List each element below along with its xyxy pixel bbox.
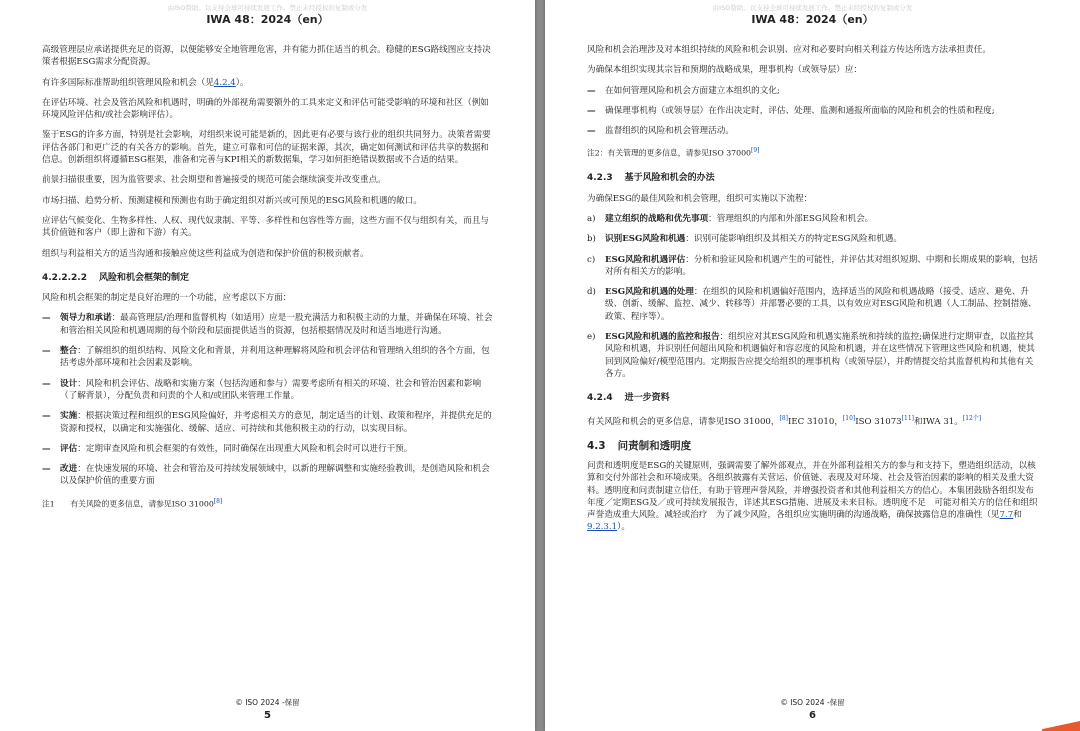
list-item: b) 识别ESG风险和机遇：识别可能影响组织及其相关方的特定ESG风险和机遇。 xyxy=(587,234,902,245)
list-item: — 确保理事机构（或领导层）在作出决定时，评估、处理、监测和通报所面临的风险和机会的性质和程度; xyxy=(587,105,995,116)
list-item: — 监督组织的风险和机会管理活动。 xyxy=(587,126,734,137)
watermark: 由ISO赞助。以支持全球可持续发展工作。禁止未经授权的复制或分发 xyxy=(712,4,913,12)
list-item: c) ESG风险和机遇评估：分析和验证风险和机遇产生的可能性，并评估其对组织短期、中期和长期成果的影响，包括对所有相关方的影响。 xyxy=(587,254,1038,277)
reference-link[interactable]: [10] xyxy=(842,414,856,422)
cross-reference-link[interactable]: 7.7 xyxy=(999,510,1014,521)
paragraph: 有许多国际标准帮助组织管理风险和机会（见4.2.4）。 xyxy=(42,77,249,88)
list-item: d) ESG风险和机遇的处理：在组织的风险和机遇偏好范围内，选择适当的风险和机遇战略（接受、适应、避免、升级、创新、缓解、监控、减少、转移等）并部署必要的工具，以有效应对ESG风险和机遇（人工制品、控制措施、政策、程序等）。 xyxy=(587,287,1037,322)
document-page-5 xyxy=(0,0,535,731)
paragraph: 为确保ESG的最佳风险和机会管理，组织可实施以下流程： xyxy=(587,193,813,204)
paragraph: 有关风险和机会的更多信息，请参见ISO 31000，[8]IEC 31010，[10]ISO 31073[11]和IWA 31。[12个] xyxy=(587,414,982,427)
page-header: IWA 48：2024（en） xyxy=(206,13,329,26)
page-body xyxy=(587,44,1040,542)
page-body xyxy=(42,44,495,519)
section-heading: 4.3 问责制和透明度 xyxy=(587,439,692,452)
document-page-6 xyxy=(545,0,1080,731)
paragraph: 问责和透明度是ESG的关键原则，强调需要了解外部观点，并在外部利益相关方的参与和支持下，塑造组织活动，以核算和交付外部社会和环境成果。各组织披露有关营运、价值链、表现及对环境、社会及管治因素的影响的相关及重大资料。透明度和问责制建立信任，有助于管理声誉风险，并增强投资者和其他利益相关方的信心。本集团鼓励各组织发布年度／定期ESG及／或可持续发展报告，详述其ESG措施、进展及未来目标。透明度不足 可能对相关方的信任和组织声誉造成重大风险。减轻或治疗 为了减少风险，各组织应实施明确的沟通战略，确保披露信息的准确性（见7.7和9.2.3.1）。 xyxy=(587,460,1038,533)
list-item: — 实施：根据决策过程和组织的ESG风险偏好，并考虑相关方的意见，制定适当的计划、政策和程序，并提供充足的资源和授权，以确定和实施强化、缓解、适应、可持续和其他积极主动的行动，以实现目标。 xyxy=(42,411,492,434)
paragraph: 组织与利益相关方的适当沟通和接触应使这些利益成为创造和保护价值的积极贡献者。 xyxy=(42,248,369,259)
paragraph: 高级管理层应承诺提供充足的资源，以便能够安全地管理危害，并有能力抓住适当的机会。稳健的ESG路线图应支持决策者根据ESG需求分配资源。 xyxy=(42,45,491,68)
list-item: — 改进：在快速发展的环境、社会和管治及可持续发展领域中，以新的理解调整和实施经验教训，是创造风险和机会以及保护价值的重要方面 xyxy=(42,464,490,487)
list-item: — 领导力和承诺：最高管理层/治理和监督机构（如适用）应是一股充满活力和积极主动的力量，并确保在环境、社会和管治相关风险和机遇周期的每个阶段和层面提供适当的资源，包括根据情况及时和适当地进行沟通。 xyxy=(42,313,493,336)
note: 注2：有关管理的更多信息，请参见ISO 37000[9] xyxy=(587,147,760,159)
reference-link[interactable]: [8] xyxy=(779,414,788,422)
list-item: — 在如何管理风险和机会方面建立本组织的文化; xyxy=(587,85,780,96)
list-item: a) 建立组织的战略和优先事项：管理组织的内部和外部ESG风险和机会。 xyxy=(587,213,874,224)
corner-decoration xyxy=(1042,721,1080,731)
list-item: — 整合：了解组织的组织结构、风险文化和背景，并利用这种理解将风险和机会评估和管理纳入组织的各个方面，包括考虑外部环境和社会因素及影响。 xyxy=(42,346,490,369)
watermark: 由ISO赞助。以支持全球可持续发展工作。禁止未经授权的复制或分发 xyxy=(167,4,368,12)
page-number: 6 xyxy=(809,710,816,721)
cross-reference-link[interactable]: 4.2.4 xyxy=(213,77,236,88)
reference-link[interactable]: [8] xyxy=(213,497,223,505)
list-item: e) ESG风险和机遇的监控和报告：组织应对其ESG风险和机遇实施系统和持续的监控;确保进行定期审查，以监控其风险和机遇，并识别任何超出风险和机遇偏好和容忍度的风险和机遇，并在这些情况下管理这些风险和机遇，使其回到风险偏好/模型范围内。定期报告应提交给组织的理事机构（或领导层），并酌情提交给其监督机构和其他有关各方。 xyxy=(587,332,1035,379)
note: 注1 有关风险的更多信息，请参见ISO 31000[8] xyxy=(42,497,223,509)
reference-link[interactable]: [9] xyxy=(751,147,760,155)
paragraph: 在评估环境、社会及管治风险和机遇时，明确的外部视角需要额外的工具来定义和评估可能受影响的环境和社区（例如环境风险评估和/或社会影响评估）。 xyxy=(42,97,489,121)
paragraph: 风险和机会治理涉及对本组织持续的风险和机会识别、应对和必要时向相关利益方传达所选方法承担责任。 xyxy=(587,45,991,55)
reference-link[interactable]: [12个] xyxy=(962,414,982,422)
page-footer: © ISO 2024 -保留 6 xyxy=(545,697,1080,721)
list-item: — 设计：风险和机会评估、战略和实施方案（包括沟通和参与）需要考虑所有相关的环境、社会和管治因素和影响（了解背景），分配负责和问责的个人和/或团队来管理工作量。 xyxy=(42,378,482,401)
page-footer: © ISO 2024 -保留 5 xyxy=(0,697,535,721)
paragraph: 应评估气候变化、生物多样性、人权、现代奴隶制、平等、多样性和包容性等方面，这些方面不仅与组织有关，而且与其价值链和客户（即上游和下游）有关。 xyxy=(42,215,489,239)
page-number: 5 xyxy=(264,710,271,721)
list-item: — 评估：定期审查风险和机会框架的有效性，同时确保在出现重大风险和机会时可以进行干预。 xyxy=(42,443,413,454)
page-header: IWA 48：2024（en） xyxy=(751,13,874,26)
paragraph: 为确保本组织实现其宗旨和预期的战略成果，理事机构（或领导层）应： xyxy=(587,65,863,76)
paragraph: 风险和机会框架的制定是良好治理的一个功能，应考虑以下方面： xyxy=(42,293,292,304)
cross-reference-link[interactable]: 9.2.3.1 xyxy=(587,522,618,533)
reference-link[interactable]: [11] xyxy=(901,414,914,422)
paragraph: 市场扫描、趋势分析、预测建模和预测也有助于确定组织对新兴或可预见的ESG风险和机遇的敞口。 xyxy=(42,195,422,206)
section-heading: 4.2.4 进一步资料 xyxy=(587,393,670,404)
section-heading: 4.2.2.2.2 风险和机会框架的制定 xyxy=(42,272,190,283)
paragraph: 前景扫描很重要，因为监管要求、社会期望和普遍接受的规范可能会继续演变并改变重点。 xyxy=(42,175,386,186)
paragraph: 鉴于ESG的许多方面，特别是社会影响，对组织来说可能是新的，因此更有必要与该行业的组织共同努力。决策者需要评估各部门和更广泛的有关各方的影响。首先，建立可靠和可信的证据来源，其次，确定如何测试和评估共享的数据和信息。创新组织将遵循ESG框架，准备和完善与KPI相关的新数据集，学习如何拒绝错误数据或不合适的结果。 xyxy=(42,130,491,166)
section-heading: 4.2.3 基于风险和机会的办法 xyxy=(587,173,715,184)
